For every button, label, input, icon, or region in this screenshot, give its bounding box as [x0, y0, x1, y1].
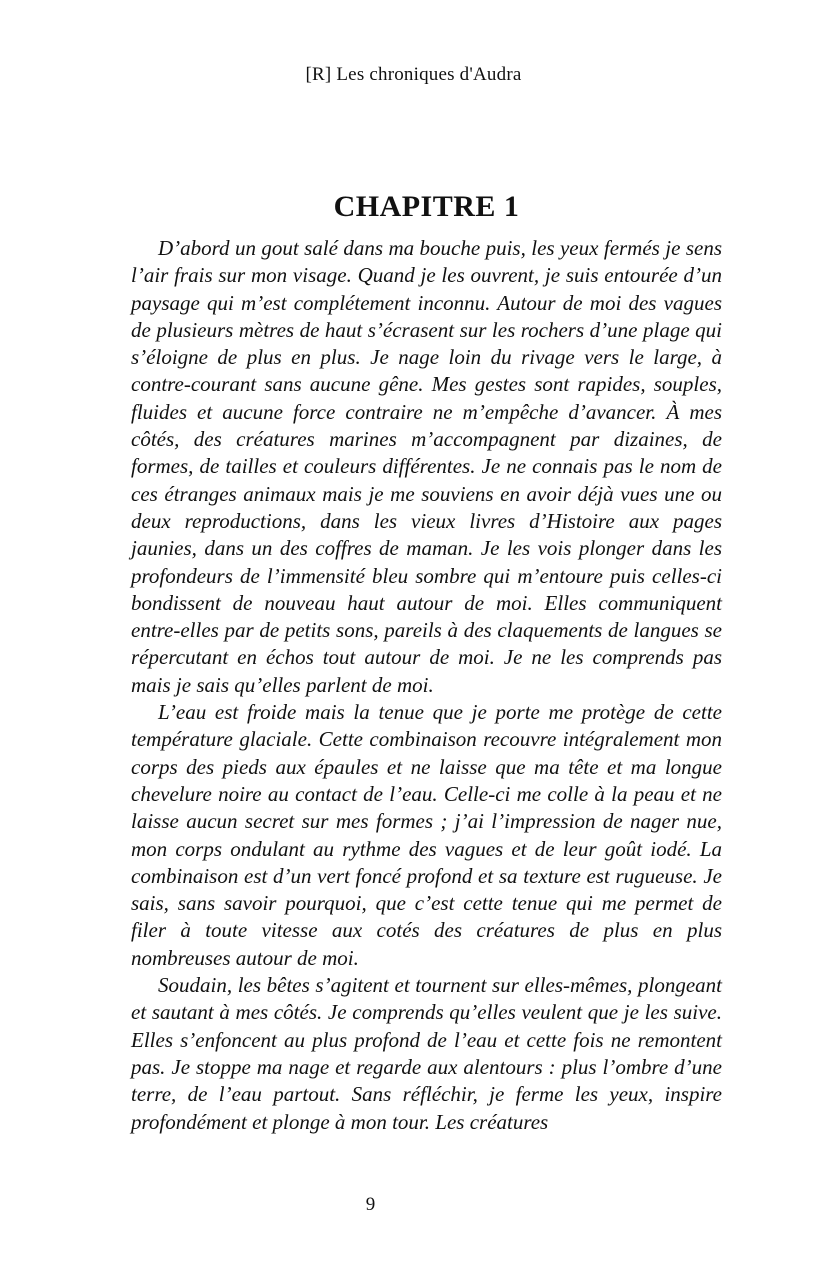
running-header: [R] Les chroniques d'Audra [305, 64, 522, 85]
paragraph: Soudain, les bêtes s’agitent et tournent sur elles-mêmes, plongeant et sautant à mes côtés. Je comprends qu’elles veulent que je les suive. Elles s’enfoncent au plus profond de l’eau et cette fois ne remontent pas. Je stoppe ma nage et regarde aux alentours : plus l’ombre d’une terre, de l’eau partout. Sans réfléchir, je ferme les yeux, inspire profondément et plonge à mon tour. Les créatures [131, 973, 722, 1134]
page-number: 9 [365, 1194, 376, 1215]
chapter-title: CHAPITRE 1 [333, 190, 520, 223]
paragraph: L’eau est froide mais la tenue que je porte me protège de cette température glaciale. Cette combinaison recouvre intégralement mon corps des pieds aux épaules et ne laisse que ma tête et ma longue chevelure noire au contact de l’eau. Celle-ci me colle à la peau et ne laisse aucun secret sur mes formes ; j’ai l’impression de nager nue, mon corps ondulant au rythme des vagues et de leur goût iodé. La combinaison est d’un vert foncé profond et sa texture est rugueuse. Je sais, sans savoir pourquoi, que c’est cette tenue qui me permet de filer à toute vitesse aux cotés des créatures de plus en plus nombreuses autour de moi. [131, 700, 722, 970]
paragraph: D’abord un gout salé dans ma bouche puis, les yeux fermés je sens l’air frais sur mon visage. Quand je les ouvrent, je suis entourée d’un paysage qui m’est complétement inconnu. Autour de moi des vagues de plusieurs mètres de haut s’écrasent sur les rochers d’une plage qui s’éloigne de plus en plus. Je nage loin du rivage vers le large, à contre-courant sans aucune gêne. Mes gestes sont rapides, souples, fluides et aucune force contraire ne m’empêche d’avancer. À mes côtés, des créatures marines m’accompagnent par dizaines, de formes, de tailles et couleurs différentes. Je ne connais pas le nom de ces étranges animaux mais je me souviens en avoir déjà vues une ou deux reproductions, dans les vieux livres d’Histoire aux pages jaunies, dans un des coffres de maman. Je les vois plonger dans les profondeurs de l’immensité bleu sombre qui m’entoure puis celles-ci bondissent de nouveau haut autour de moi. Elles communiquent entre-elles par de petits sons, pareils à des claquements de langues se répercutant en échos tout autour de moi. Je ne les comprends pas mais je sais qu’elles parlent de moi. [131, 236, 722, 697]
chapter-body [131, 235, 722, 1136]
